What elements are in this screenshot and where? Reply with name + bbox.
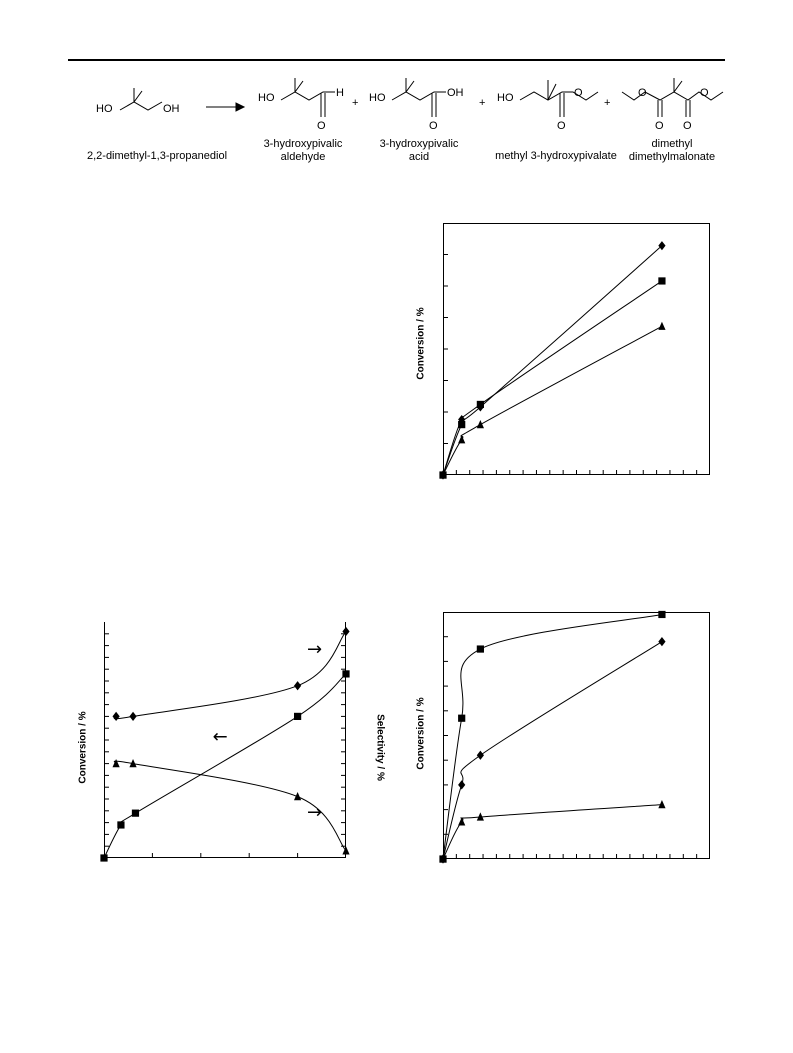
chart-1-square-point	[294, 713, 301, 720]
chart-1-square-point	[132, 810, 139, 817]
chart-2-ticks	[443, 637, 697, 859]
chart-1-diamond-point	[294, 681, 301, 690]
malonate-carbonyl-o-atom-2: O	[683, 120, 692, 132]
chart-1-series-square	[100, 670, 349, 861]
chart-0-square-point	[477, 401, 484, 408]
plus-sign-2: +	[479, 97, 486, 109]
chart-0-square-point	[458, 421, 465, 428]
chart-0-series-triangle	[439, 322, 665, 479]
chart-2-square-point	[658, 611, 665, 618]
chart-1-axis-arrow: →	[306, 801, 323, 823]
diol-ho-atom: HO	[96, 103, 113, 115]
chart-0-series-diamond	[439, 241, 665, 480]
chart-2-square-line	[443, 614, 662, 859]
chart-2-square-point	[477, 645, 484, 652]
acid-o-atom: O	[429, 120, 438, 132]
ester-ho-atom: HO	[497, 92, 514, 104]
chart-1-svg	[104, 622, 346, 858]
label-acid: 3-hydroxypivalic acid	[379, 138, 459, 163]
chart-1-axis-arrow: ←	[212, 726, 228, 748]
chart-2-svg	[443, 612, 710, 859]
chart-0-frame	[444, 224, 710, 475]
chart-conversion-top	[443, 223, 710, 475]
chart-0-border	[444, 224, 710, 475]
aldehyde-h-atom: H	[336, 87, 344, 99]
malonate-o-atom-1: O	[638, 87, 647, 99]
chart-conversion-bottom	[443, 612, 710, 859]
chart-2-series-triangle	[439, 800, 665, 863]
label-diol: 2,2-dimethyl-1,3-propanediol	[86, 150, 228, 162]
acid-ho-atom: HO	[369, 92, 386, 104]
aldehyde-o-atom: O	[317, 120, 326, 132]
chart-2-triangle-point	[458, 817, 465, 825]
chart-2-series-diamond	[439, 637, 665, 864]
label-aldehyde: 3-hydroxypivalic aldehyde	[263, 138, 343, 163]
ester-carbonyl-o-atom: O	[557, 120, 566, 132]
chart-1-diamond-point	[129, 712, 136, 721]
chart-0-series-square	[439, 277, 665, 478]
chart-0-triangle-point	[658, 322, 665, 330]
chart-1-triangle-point	[113, 759, 120, 767]
chart-1-axis-arrow: →	[306, 639, 323, 661]
chart-bottom-ylabel: Conversion / %	[415, 697, 427, 770]
chart-2-diamond-point	[458, 780, 465, 789]
chart-0-triangle-point	[477, 420, 484, 428]
chart-2-diamond-line	[443, 642, 662, 859]
chart-left-y2label: Selectivity / %	[374, 714, 386, 781]
chart-0-square-line	[443, 281, 662, 475]
chart-0-diamond-line	[443, 246, 662, 475]
reaction-scheme	[0, 0, 793, 200]
acid-oh-atom: OH	[447, 87, 464, 99]
chart-conversion-selectivity	[104, 622, 346, 858]
chart-2-square-point	[458, 715, 465, 722]
chart-0-svg	[443, 223, 710, 475]
chart-left-ylabel: Conversion / %	[77, 711, 89, 784]
malonate-carbonyl-o-atom-1: O	[655, 120, 664, 132]
plus-sign-3: +	[604, 97, 611, 109]
aldehyde-ho-atom: HO	[258, 92, 275, 104]
chart-2-diamond-point	[477, 751, 484, 760]
chart-2-series-square	[439, 611, 665, 863]
chart-0-triangle-point	[458, 435, 465, 443]
malonate-o-atom-2: O	[700, 87, 709, 99]
chart-1-square-point	[342, 670, 349, 677]
chart-2-triangle-line	[443, 805, 662, 859]
chart-1-square-point	[117, 821, 124, 828]
label-ester: methyl 3-hydroxypivalate	[495, 150, 617, 162]
ester-o-atom: O	[574, 87, 583, 99]
chart-0-diamond-point	[658, 241, 665, 250]
label-malonate: dimethyl dimethylmalonate	[628, 138, 716, 163]
chart-1-square-line	[104, 674, 346, 858]
chart-1-square-point	[100, 854, 107, 861]
chart-0-ticks	[443, 255, 697, 476]
chart-2-diamond-point	[658, 637, 665, 646]
diol-oh-atom: OH	[163, 103, 180, 115]
chart-0-triangle-line	[443, 326, 662, 475]
chart-2-triangle-point	[658, 800, 665, 808]
chart-1-diamond-point	[113, 712, 120, 721]
plus-sign-1: +	[352, 97, 359, 109]
chart-0-square-point	[658, 277, 665, 284]
chart-top-ylabel: Conversion / %	[415, 307, 427, 380]
